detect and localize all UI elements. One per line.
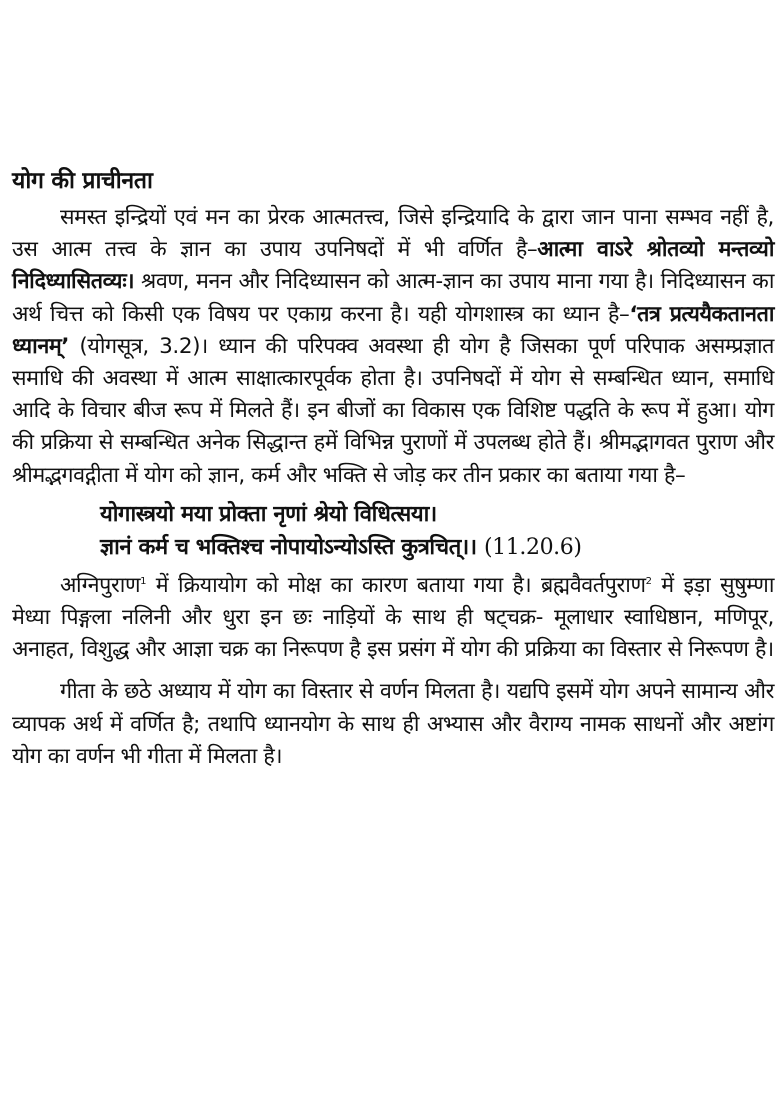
paragraph-1-text-b: श्रवण, मनन और निदिध्यासन को आत्म-ज्ञान का उपाय माना गया है। निदिध्यासन का अर्थ चित्त को किसी एक विषय पर एकाग्र करना है। यही योगशास्त्र का ध्यान है– (12, 269, 774, 327)
footnote-marker-2: 2 (645, 575, 652, 587)
section-heading: योग की प्राचीनता (12, 168, 153, 194)
paragraph-1 (12, 202, 774, 492)
verse-block (100, 498, 774, 564)
yogasutra-quote: ‘तत्र प्रत्ययैकतानता ध्यानम्’ (12, 301, 775, 359)
paragraph-3: गीता के छठे अध्याय में योग का विस्तार से वर्णन मिलता है। यद्यपि इसमें योग अपने सामान्य और व्यापक अर्थ में वर्णित है; तथापि ध्यानयोग के साथ ही अभ्यास और वैराग्य नामक साधनों और अष्टांग योग का वर्णन भी गीता में मिलता है। (12, 679, 774, 769)
paragraph-2-text-c: में इड़ा सुषुम्णा मेध्या पिङ्गला नलिनी और धुरा इन छः नाड़ियों के साथ ही षट्चक्र- मूलाधार स्वाधिष्ठान, मणिपूर, अनाहत, विशुद्ध और आज्ञा चक्र का निरूपण है इस प्रसंग में योग की प्रक्रिया का विस्तार से निरूपण है। (12, 572, 774, 663)
footnote-marker-1: 1 (140, 575, 147, 587)
document-page (12, 166, 774, 773)
paragraph-1-text-a: समस्त इन्द्रियों एवं मन का प्रेरक आत्मतत्त्व, जिसे इन्द्रियादि के द्वारा जान पाना सम्भव नहीं है, उस आत्म तत्त्व के ज्ञान का उपाय उपनिषदों में भी वर्णित है– (12, 205, 774, 263)
paragraph-2-text-b: में क्रियायोग को मोक्ष का कारण बताया गया है। ब्रह्मवैवर्तपुराण (146, 572, 646, 598)
verse-reference: (11.20.6) (484, 534, 582, 560)
paragraph-gap (12, 666, 774, 676)
verse-line-1: योगास्त्रयो मया प्रोक्ता नृणां श्रेयो विधित्सया। (100, 501, 437, 527)
paragraph-2 (12, 570, 774, 667)
verse-line-2-text: ज्ञानं कर्म च भक्तिश्च नोपायोऽन्योऽस्ति कुत्रचित्।। (100, 534, 477, 560)
paragraph-1-text-c: (योगसूत्र, 3.2)। ध्यान की परिपक्व अवस्था ही योग है जिसका पूर्ण परिपाक असम्प्रज्ञात समाधि की अवस्था में आत्म साक्षात्कारपूर्वक होता है। उपनिषदों में योग से सम्बन्धित ध्यान, समाधि आदि के विचार बीज रूप में मिलते हैं। इन बीजों का विकास एक विशिष्ट पद्धति के रूप में हुआ। योग की प्रक्रिया से सम्बन्धित अनेक सिद्धान्त हमें विभिन्न पुराणों में उपलब्ध होते हैं। श्रीमद्भागवत पुराण और श्रीमद्भगवद्गीता में योग को ज्ञान, कर्म और भक्ति से जोड़ कर तीन प्रकार का बताया गया है– (12, 333, 774, 488)
verse-line-2 (100, 531, 774, 564)
paragraph-2-text-a: अग्निपुराण (60, 572, 141, 598)
upanishad-quote: आत्मा वाऽरे श्रोतव्यो मन्तव्यो निदिध्यासितव्यः। (12, 237, 774, 295)
